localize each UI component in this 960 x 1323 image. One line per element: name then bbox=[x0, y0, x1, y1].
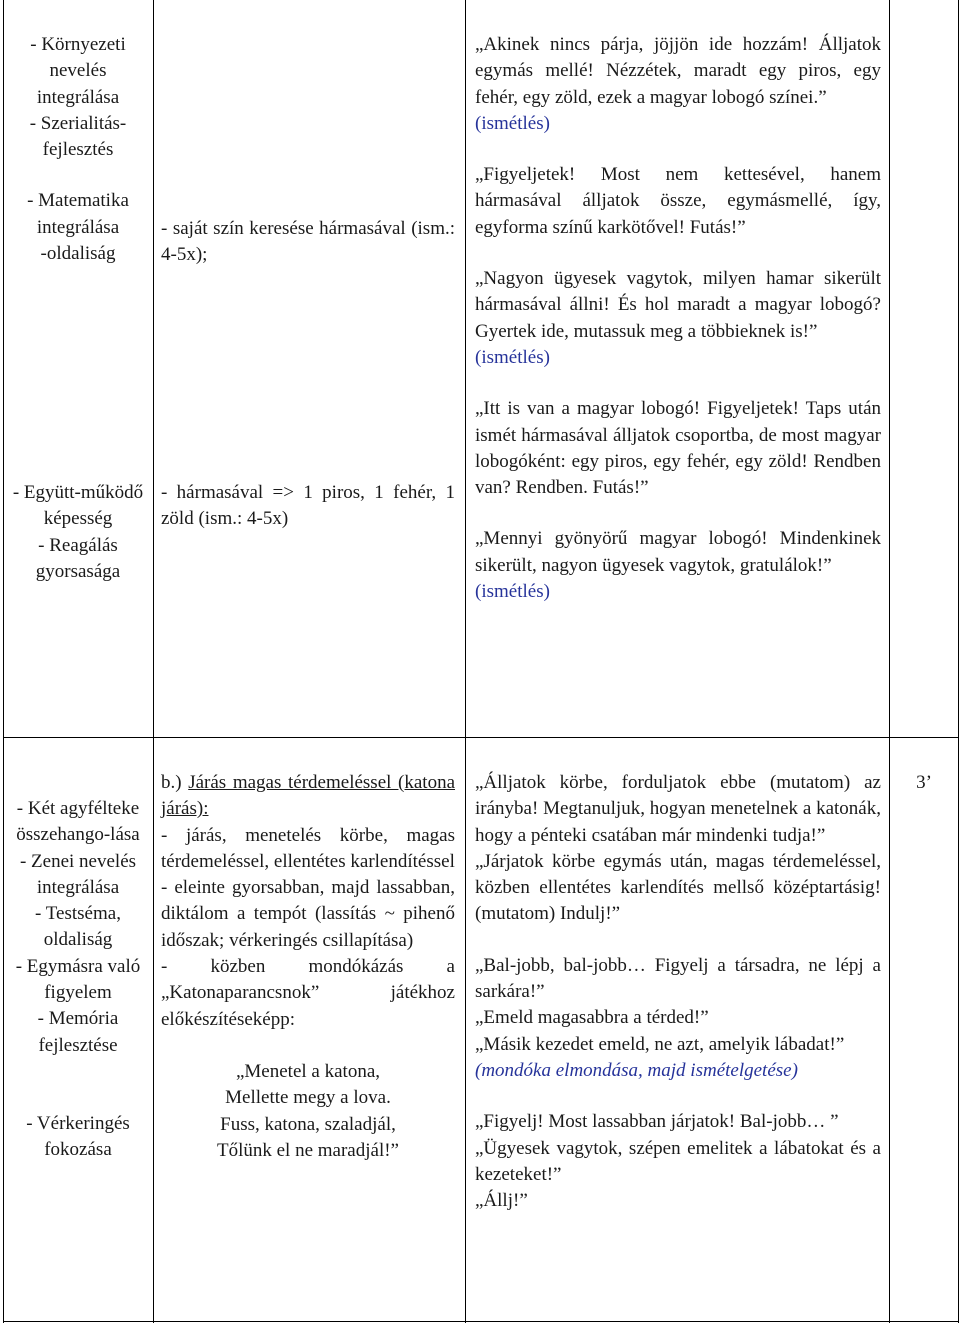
poem-line: Tőlünk el ne maradjál!” bbox=[216, 1139, 399, 1161]
row1-skills-bottom bbox=[10, 480, 146, 585]
skill-item: - Matematika integrálása bbox=[27, 190, 129, 238]
instruction-text: „Álljatok körbe, forduljatok ebbe (mutatom) az irányba! Megtanuljuk, hogyan menetelnek a katonák, hogy a pénteki csatában már mindenki tudja!” bbox=[475, 772, 881, 846]
activity-heading bbox=[161, 770, 455, 823]
skill-item: - Környezeti nevelés integrálása bbox=[30, 34, 126, 108]
table-border-right bbox=[958, 0, 959, 1323]
poem bbox=[161, 1059, 455, 1164]
instruction-text: „Járjatok körbe egymás után, magas térdemeléssel, közben ellentétes karlendítés mellső középtartásig! (mutatom) Indulj!” bbox=[475, 850, 881, 925]
instruction-text: „Bal-jobb, bal-jobb… Figyelj a társadra, ne lépj a sarkára!” bbox=[475, 954, 881, 1003]
repeat-note: (ismétlés) bbox=[475, 112, 550, 134]
poem-line: „Menetel a katona, bbox=[235, 1060, 380, 1082]
skill-item: - Szerialitás-fejlesztés bbox=[29, 112, 127, 161]
duration-value: 3’ bbox=[916, 772, 932, 793]
repeat-note: (ismétlés) bbox=[475, 581, 550, 603]
activity-item: - járás, menetelés körbe, magas térdemeléssel, ellentétes karlendítéssel bbox=[161, 824, 455, 872]
row1-activity-bottom bbox=[161, 480, 455, 533]
row2-activity bbox=[161, 770, 455, 1164]
poem-line: Fuss, katona, szaladjál, bbox=[220, 1113, 396, 1135]
table-border-left bbox=[3, 0, 4, 1323]
activity-heading-prefix: b.) bbox=[161, 772, 189, 793]
instruction-text: „Figyelj! Most lassabban járjatok! Bal-jobb… ” bbox=[475, 1111, 839, 1133]
activity-item: - saját szín keresése hármasával (ism.: 4-5x); bbox=[161, 218, 455, 266]
table-border-bottom bbox=[3, 1321, 959, 1322]
instruction-text: „Itt is van a magyar lobogó! Figyeljetek! Taps után ismét hármasával álljatok csoportba, de most magyar lobogóként: egy piros, egy fehér, egy zöld! Rendben van? Rendben. Futás!” bbox=[475, 398, 881, 499]
instruction-text: „Emeld magasabbra a térded!” bbox=[475, 1007, 709, 1029]
instruction-text: „Akinek nincs párja, jöjjön ide hozzám! Álljatok egymás mellé! Nézzétek, maradt egy piros, egy fehér, egy zöld, ezek a magyar lobogó színei.” bbox=[475, 34, 881, 108]
table-divider-1 bbox=[153, 0, 154, 1323]
skill-item: -oldaliság bbox=[40, 243, 116, 265]
row-divider bbox=[3, 737, 959, 738]
activity-item: - eleinte gyorsabban, majd lassabban, diktálom a tempót (lassítás ~ pihenő időszak; vérkeringés csillapítása) bbox=[161, 877, 455, 951]
table-divider-2 bbox=[465, 0, 466, 1323]
poem-line: Mellette megy a lova. bbox=[225, 1087, 391, 1109]
instruction-text: „Ügyesek vagytok, szépen emelitek a lábatokat és a kezeteket!” bbox=[475, 1137, 881, 1185]
instruction-text: „Másik kezedet emeld, ne azt, amelyik lábadat!” bbox=[475, 1033, 845, 1055]
skill-item: - Reagálás gyorsasága bbox=[35, 534, 121, 582]
repeat-note: (ismétlés) bbox=[475, 346, 550, 368]
row1-skills-top bbox=[10, 32, 146, 267]
row1-activity-top bbox=[161, 216, 455, 269]
skill-item: - Memória fejlesztése bbox=[37, 1008, 119, 1056]
instruction-text: „Nagyon ügyesek vagytok, milyen hamar sikerült hármasával állni! És hol maradt a magyar lobogó? Gyertek ide, mutassuk meg a többieknek is!” bbox=[475, 268, 881, 342]
skill-item: - Együtt-működő képesség bbox=[12, 482, 144, 530]
skill-item: - Két agyfélteke összehango-lása bbox=[16, 798, 140, 846]
skill-item: - Egymásra való figyelem bbox=[15, 955, 141, 1004]
skill-item: - Testséma, oldaliság bbox=[35, 903, 121, 951]
row2-instructions bbox=[475, 770, 881, 1214]
instruction-text: „Figyeljetek! Most nem kettesével, hanem hármasával álljatok össze, egymásmellé, így, egyforma színű karkötővel! Futás!” bbox=[475, 164, 881, 238]
instruction-text: „Mennyi gyönyörű magyar lobogó! Mindenkinek sikerült, nagyon ügyesek vagytok, gratulálok!” bbox=[475, 528, 881, 576]
activity-heading-title: Járás magas térdemeléssel (katona járás): bbox=[161, 772, 456, 820]
skill-item: - Zenei nevelés integrálása bbox=[19, 850, 137, 898]
activity-item: - közben mondókázás a „Katonaparancsnok” játékhoz előkészítéseképp: bbox=[161, 956, 455, 1030]
table-divider-3 bbox=[889, 0, 890, 1323]
skill-item: - Vérkeringés fokozása bbox=[26, 1112, 130, 1161]
activity-item: - hármasával => 1 piros, 1 fehér, 1 zöld (ism.: 4-5x) bbox=[161, 482, 455, 530]
row2-skills bbox=[10, 796, 146, 1164]
row1-instructions bbox=[475, 32, 881, 605]
row2-duration bbox=[895, 770, 953, 796]
repeat-note: (mondóka elmondása, majd ismételgetése) bbox=[475, 1059, 798, 1081]
instruction-text: „Állj!” bbox=[475, 1190, 528, 1212]
